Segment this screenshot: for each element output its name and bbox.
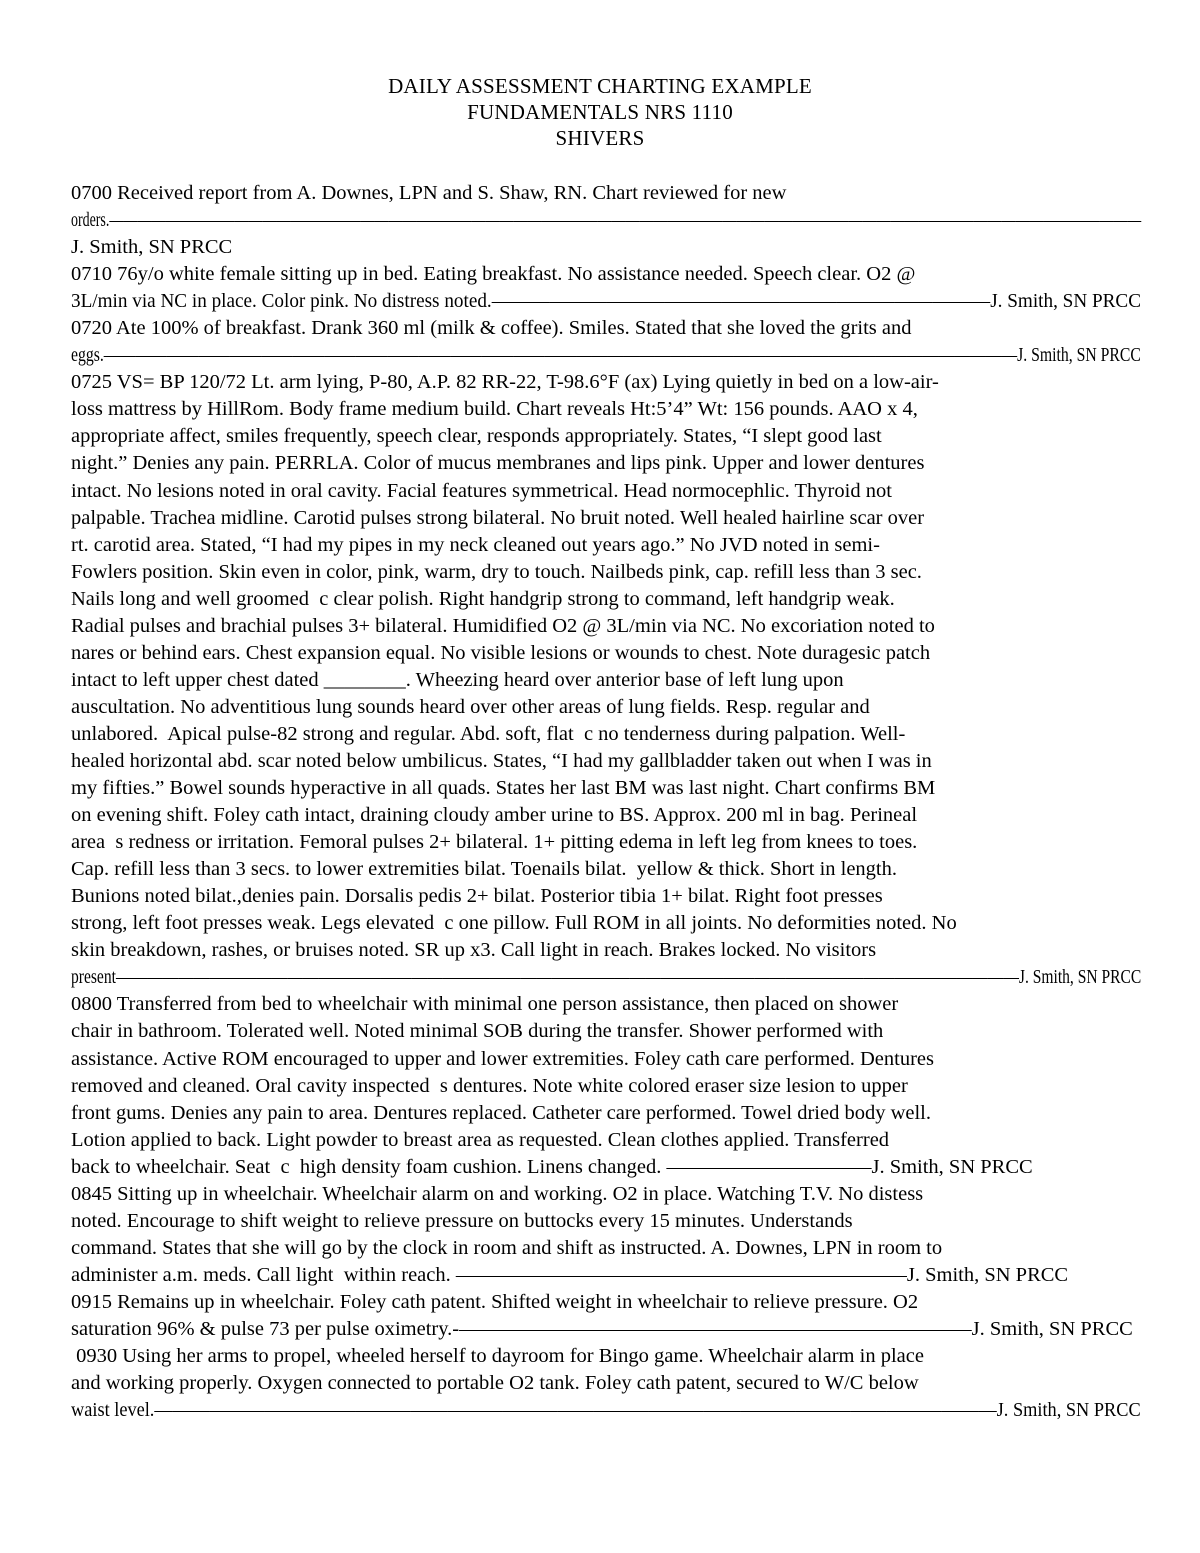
chart-line: Fowlers position. Skin even in color, pink, warm, dry to touch. Nailbeds pink, cap. refill less than 3 sec. xyxy=(71,560,922,583)
chart-line: Lotion applied to back. Light powder to breast area as requested. Clean clothes applied. Transferred xyxy=(71,1128,890,1151)
chart-line: my fifties.” Bowel sounds hyperactive in all quads. States her last BM was last night. Chart confirms BM xyxy=(71,777,936,800)
chart-line: auscultation. No adventitious lung sounds heard over other areas of lung fields. Resp. regular and xyxy=(71,695,870,718)
course-title: FUNDAMENTALS NRS 1110 xyxy=(467,100,733,124)
instructor-name: SHIVERS xyxy=(555,126,645,150)
chart-line: 0915 Remains up in wheelchair. Foley cath patent. Shifted weight in wheelchair to relieve pressure. O2 xyxy=(71,1290,919,1313)
chart-line: waist level.——————————————————————————————————————————————J. Smith, SN PRCC xyxy=(71,1399,1141,1422)
chart-line: 0700 Received report from A. Downes, LPN and S. Shaw, RN. Chart reviewed for new xyxy=(71,182,787,204)
chart-line: intact to left upper chest dated ________. Wheezing heard over anterior base of left lung upon xyxy=(71,668,844,691)
chart-line: rt. carotid area. Stated, “I had my pipes in my neck cleaned out years ago.” No JVD noted in semi- xyxy=(71,533,880,556)
chart-line: night.” Denies any pain. PERRLA. Color of mucus membranes and lips pink. Upper and lower dentures xyxy=(71,452,925,475)
chart-line: Radial pulses and brachial pulses 3+ bilateral. Humidified O2 @ 3L/min via NC. No excoriation noted to xyxy=(71,614,935,637)
chart-line: 0720 Ate 100% of breakfast. Drank 360 ml (milk & coffee). Smiles. Stated that she loved the grits and xyxy=(71,317,912,340)
chart-line: command. States that she will go by the clock in room and shift as instructed. A. Downes, LPN in room to xyxy=(71,1236,943,1259)
chart-line: 0725 VS= BP 120/72 Lt. arm lying, P-80, A.P. 82 RR-22, T-98.6°F (ax) Lying quietly in bed on a low-air- xyxy=(71,371,939,394)
chart-line: Nails long and well groomed c clear polish. Right handgrip strong to command, left handgrip weak. xyxy=(71,587,895,610)
chart-line: front gums. Denies any pain to area. Dentures replaced. Catheter care performed. Towel dried body well. xyxy=(71,1101,931,1124)
document-title: DAILY ASSESSMENT CHARTING EXAMPLE xyxy=(388,74,812,98)
chart-line: chair in bathroom. Tolerated well. Noted minimal SOB during the transfer. Shower performed with xyxy=(71,1020,884,1043)
chart-line: nares or behind ears. Chest expansion equal. No visible lesions or wounds to chest. Note duragesic patch xyxy=(71,641,931,664)
chart-line: eggs.——————————————————————————————————————————————————————————J. Smith, SN PRCC xyxy=(71,344,1141,367)
chart-line: 0845 Sitting up in wheelchair. Wheelchair alarm on and working. O2 in place. Watching T.V. No distess xyxy=(71,1182,924,1205)
chart-line: present——————————————————————————————————————————————————————————J. Smith, SN PRCC xyxy=(71,966,1142,989)
chart-line: loss mattress by HillRom. Body frame medium build. Chart reveals Ht:5’4” Wt: 156 pounds. AAO x 4, xyxy=(71,398,918,421)
chart-line: on evening shift. Foley cath intact, draining cloudy amber urine to BS. Approx. 200 ml in bag. Perineal xyxy=(71,804,918,827)
chart-line: Bunions noted bilat.,denies pain. Dorsalis pedis 2+ bilat. Posterior tibia 1+ bilat. Right foot presses xyxy=(71,885,883,908)
chart-line: orders.—————————————————————————————————————————————————————————————————————————— xyxy=(71,209,1142,232)
chart-line: 0930 Using her arms to propel, wheeled herself to dayroom for Bingo game. Wheelchair alarm in place xyxy=(71,1345,924,1368)
chart-line: assistance. Active ROM encouraged to upper and lower extremities. Foley cath care performed. Dentures xyxy=(71,1047,934,1070)
chart-line: back to wheelchair. Seat c high density foam cushion. Linens changed. ——————————J. Smith, SN PRCC xyxy=(71,1155,1033,1178)
chart-line: skin breakdown, rashes, or bruises noted. SR up x3. Call light in reach. Brakes locked. No visitors xyxy=(71,939,877,962)
chart-line: palpable. Trachea midline. Carotid pulses strong bilateral. No bruit noted. Well healed hairline scar over xyxy=(71,506,925,529)
chart-line: healed horizontal abd. scar noted below umbilicus. States, “I had my gallbladder taken out when I was in xyxy=(71,749,932,772)
chart-line: strong, left foot presses weak. Legs elevated c one pillow. Full ROM in all joints. No deformities noted. No xyxy=(71,912,957,935)
chart-line: 3L/min via NC in place. Color pink. No distress noted.——————————————————————————J. Smith, SN PRCC xyxy=(71,290,1142,313)
chart-line: administer a.m. meds. Call light within reach. ——————————————————————J. Smith, SN PRCC xyxy=(71,1263,1069,1286)
charting-entries xyxy=(71,180,1141,1424)
chart-line: saturation 96% & pulse 73 per pulse oximetry.-—————————————————————————J. Smith, SN PRCC xyxy=(71,1317,1133,1340)
chart-line: Cap. refill less than 3 secs. to lower extremities bilat. Toenails bilat. yellow & thick. Short in length. xyxy=(71,858,898,881)
chart-line: and working properly. Oxygen connected to portable O2 tank. Foley cath patent, secured to W/C below xyxy=(71,1372,919,1395)
chart-line: 0800 Transferred from bed to wheelchair with minimal one person assistance, then placed on shower xyxy=(71,993,899,1016)
chart-line: appropriate affect, smiles frequently, speech clear, responds appropriately. States, “I slept good last xyxy=(71,425,882,448)
chart-line: 0710 76y/o white female sitting up in bed. Eating breakfast. No assistance needed. Speech clear. O2 @ xyxy=(71,263,916,286)
chart-line: noted. Encourage to shift weight to relieve pressure on buttocks every 15 minutes. Understands xyxy=(71,1209,853,1232)
chart-line: J. Smith, SN PRCC xyxy=(71,236,233,259)
chart-line: intact. No lesions noted in oral cavity. Facial features symmetrical. Head normocephlic. Thyroid not xyxy=(71,479,892,502)
chart-line: area s redness or irritation. Femoral pulses 2+ bilateral. 1+ pitting edema in left leg from knees to toes. xyxy=(71,831,918,854)
chart-line: unlabored. Apical pulse-82 strong and regular. Abd. soft, flat c no tenderness during palpation. Well- xyxy=(71,722,906,745)
chart-line: removed and cleaned. Oral cavity inspected s dentures. Note white colored eraser size lesion to upper xyxy=(71,1074,908,1097)
document-header xyxy=(0,73,1200,151)
